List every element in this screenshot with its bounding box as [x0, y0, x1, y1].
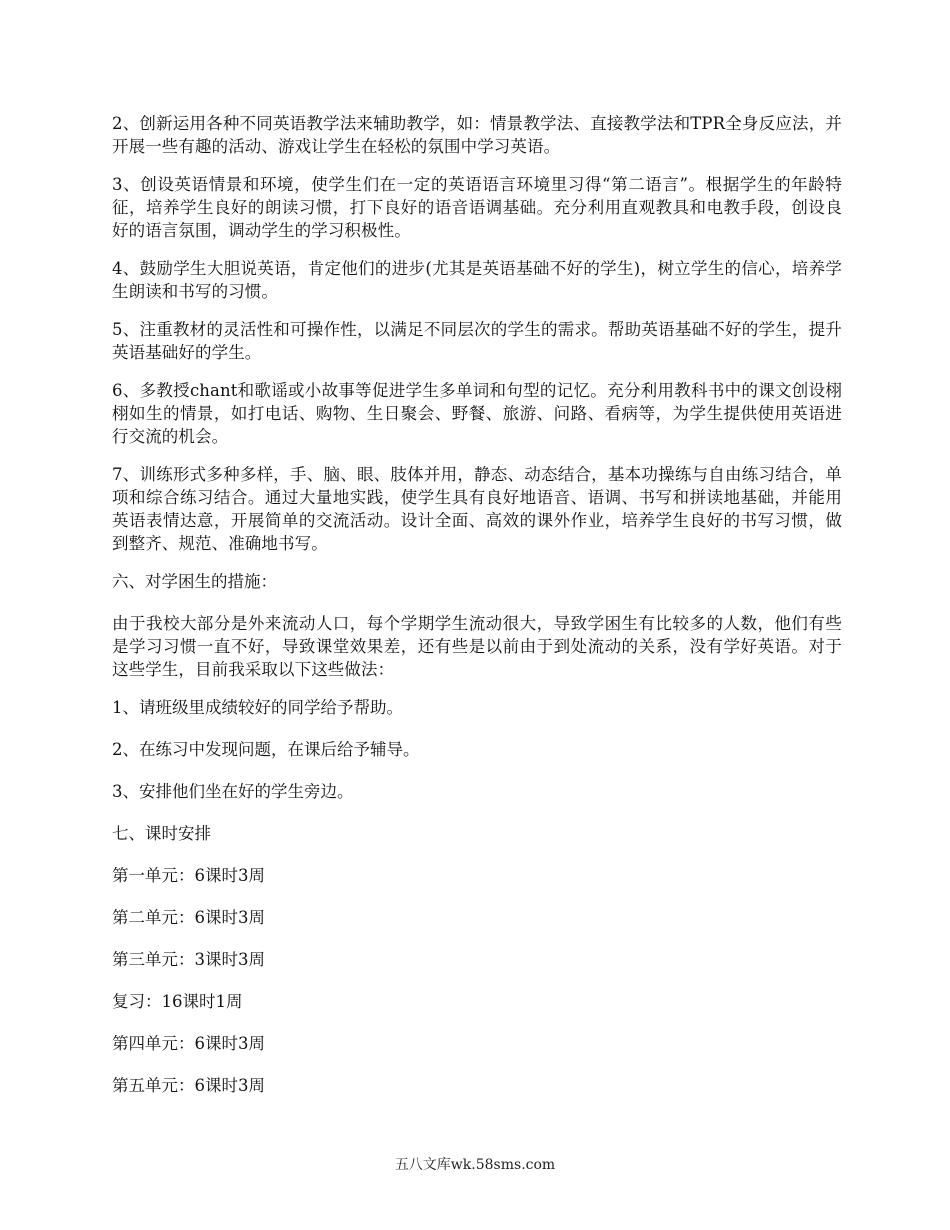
schedule-item: 第五单元：6课时3周: [112, 1076, 265, 1095]
paragraph-method-5: 5、注重教材的灵活性和可操作性，以满足不同层次的学生的需求。帮助英语基础不好的学生，提升英语基础好的学生。: [112, 320, 842, 362]
section-heading-schedule: 七、课时安排: [112, 824, 211, 843]
measure-item-1: 1、请班级里成绩较好的同学给予帮助。: [112, 698, 403, 717]
measure-item-2: 2、在练习中发现问题，在课后给予辅导。: [112, 740, 420, 759]
document-body: [112, 112, 842, 1116]
measure-item-3: 3、安排他们坐在好的学生旁边。: [112, 782, 354, 801]
schedule-item: 第四单元：6课时3周: [112, 1034, 265, 1053]
section-heading-struggling-students: 六、对学困生的措施：: [112, 572, 277, 591]
paragraph-method-4: 4、鼓励学生大胆说英语，肯定他们的进步(尤其是英语基础不好的学生)，树立学生的信心，培养学生朗读和书写的习惯。: [112, 259, 842, 301]
schedule-item: 第一单元：6课时3周: [112, 866, 265, 885]
paragraph-method-7: 7、训练形式多种多样，手、脑、眼、肢体并用，静态、动态结合，基本功操练与自由练习结合，单项和综合练习结合。通过大量地实践，使学生具有良好地语音、语调、书写和拼读地基础，并能用英语表情达意，开展简单的交流活动。设计全面、高效的课外作业，培养学生良好的书写习惯，做到整齐、规范、准确地书写。: [112, 465, 842, 553]
schedule-item: 复习：16课时1周: [112, 992, 243, 1011]
schedule-item: 第三单元：3课时3周: [112, 950, 265, 969]
footer-watermark: 五八文库wk.58sms.com: [394, 1157, 556, 1173]
paragraph-method-3: 3、创设英语情景和环境，使学生们在一定的英语语言环境里习得“第二语言”。根据学生的年龄特征，培养学生良好的朗读习惯，打下良好的语音语调基础。充分利用直观教具和电教手段，创设良好的语言氛围，调动学生的学习积极性。: [112, 175, 842, 240]
paragraph-struggling-students: 由于我校大部分是外来流动人口，每个学期学生流动很大，导致学困生有比较多的人数，他们有些是学习习惯一直不好，导致课堂效果差，还有些是以前由于到处流动的关系，没有学好英语。对于这些学生，目前我采取以下这些做法：: [112, 614, 842, 679]
paragraph-method-6: 6、多教授chant和歌谣或小故事等促进学生多单词和句型的记忆。充分利用教科书中的课文创设栩栩如生的情景，如打电话、购物、生日聚会、野餐、旅游、问路、看病等，为学生提供使用英语进行交流的机会。: [112, 381, 842, 446]
paragraph-method-2: 2、创新运用各种不同英语教学法来辅助教学，如：情景教学法、直接教学法和TPR全身反应法，并开展一些有趣的活动、游戏让学生在轻松的氛围中学习英语。: [112, 114, 842, 156]
schedule-item: 第二单元：6课时3周: [112, 908, 265, 927]
